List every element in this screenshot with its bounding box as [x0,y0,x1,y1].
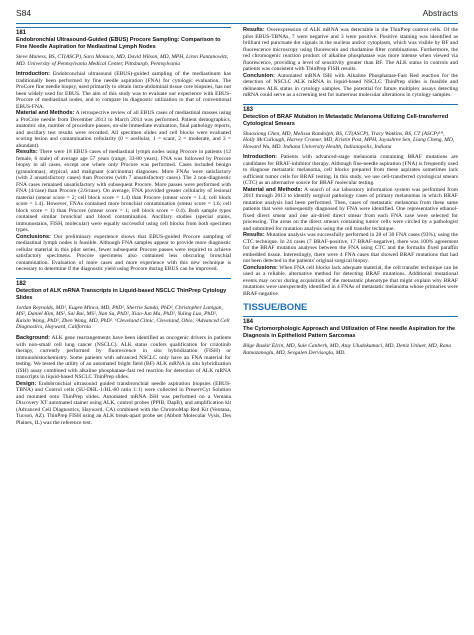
paragraph-label: Conclusion: [243,72,275,79]
paragraph-label: Conclusions: [16,233,51,240]
paragraph-text: A retrospective review of all EBUS cases of mediastinal masses using a ProCore needle from December 2013 to March 2014 was performed. Patient demographics, anatomic site, number of procedure passes, on-site immediate evaluation, final pathology reports, and ancillary test results were recorded. All specimen slides and cell blocks were evaluated scoring lesion and contamination cellularity (0 = acellular, 1 = scant, 2 = moderate, and 3 = abundant). [16,110,231,149]
abstract-paragraph [243,27,458,73]
paragraph-text: Endobronchial ultrasound (EBUS)-guided sampling of the mediastinum has traditionally been performed by fine needle aspiration (FNA) for cytologic evaluation. The ProCore fine needle biopsy, used primarily to obtain intra-abdominal tissue core biopsies, has not been widely used for EBUS. The aim of this study was to evaluate our experience with EBUS-Procore of mediastinal nodes, and to compare its diagnostic utilization to that of conventional EBUS-FNA. [16,71,231,110]
abstract-paragraph [16,110,231,149]
abstract-authors: Shaoxiong Chen, MD, Melissa Randolph, BS, CT(ASCP), Tracy Watkins, BS, CT (ASCP)¹ᴹ, Holly McCullough, Harvey Cramer, MD, Kristin Post, MPH, Jayashree Sen, Liang Cheng, MD, Howard Wu, MD. Indiana University Health, Indianapolis, Indiana [243,130,455,150]
abstract-authors: Steve Maness, BS, CT(ASCP), Sara Monaco, MD, David Wilson, MD, MPH, Liron Pantanowitz, MD. University of Pennsylvania Medical Center, Pittsburgh, Pennsylvania [16,54,229,67]
abstract-body [243,27,458,99]
paragraph-text: Patients with advanced-stage melanoma containing BRAF mutations are candidates for BRAF-inhibitor therapy. Although fine-needle aspiration (FNA) is frequently used to diagnose metastatic melanoma, cell blocks prepared from these aspirates sometimes lack sufficient tumor cells for BRAF testing. In this study, we use cell-transferred cytological smears (CTC) as an alternative source for BRAF molecular testing. [243,154,458,187]
abstract-182-continued [243,27,458,99]
abstract-authors: Bilge Baskir Elcin, MD, Sule Canberk, MD, Atay Uludokumaci, MD, Deniz Unluer, MD, Rana Ramazanoglu, MD, Sevgalen Dervisoglu, MD. [243,343,452,356]
paragraph-label: Conclusions: [243,264,278,271]
left-column [16,27,231,631]
abstract-184 [243,316,458,356]
abstract-number: 182 [16,278,231,287]
page-number: S84 [16,8,32,18]
abstract-183 [243,104,458,298]
paragraph-text: Automated mRNA ISH with Alkaline Phosphatase-Fast Red reaction for the detection of NSCLC ALK mRNA in liquid-based NSCLC ThinPrep slides is feasible and delineates ALK status in cytology samples. The potential for future multiplex assays detecting mRNA could serve as a screening test for numerous molecular alterations in cytology samples. [243,72,458,98]
paragraph-label: Design: [16,380,37,387]
abstract-body [16,71,231,273]
paragraph-text: Endobronchial ultrasound guided transbronchial needle aspiration biopsies (EBUS-TBNA) and Control cells (SU-DHL-1/HL-60 ratio 1:1) were collected in PreservCyt Solution and mounted onto ThinPrep slides. Automated mRNA ISH was performed on a Ventana Discovery XT automated stainer using ALK, control probes (PPIB, DapB), and amplification kit (Advanced Cell Diagnostics, Hayward, CA) combined with the ChromoMap Red Kit (Ventana, Tucson, AZ). ThinPrep FISH using an ALK break-apart probe set (Abbott Molecular Vysis, Des Plaines, IL) was the reference test. [16,380,231,426]
abstract-title: Detection of BRAF Mutation in Metastatic Melanoma Utilizing Cell-transferred Cytological Smears [243,113,449,127]
paragraph-text: A search of our laboratory information system was performed from 2011 through 2013 to identify surgical pathology cases of primary melanomas in which BRAF mutation analysis had been performed. Then, cases of metastatic melanoma from these same patients that were subsequently diagnosed by FNA were identified. One representative ethanol-fixed direct smear and one air-dried direct smear from each FNA case were selected for processing. The areas on the direct smears containing tumor cells were circled by a pathologist and submitted for mutation analysis using the cell transfer technique. [243,186,458,232]
paragraph-label: Introduction: [243,154,277,161]
paragraph-text: Mutation analysis was successfully performed in 28 of 30 FNA cases (93%), using the CTC technique. In 24 cases (7 BRAF-positive, 17 BRAF-negative), there was 100% agreement for the BRAF mutation analyses between the FNA using CTC and the formalin fixed paraffin embedded tissue. Interestingly, there were 4 FNA cases that showed BRAF mutations that had not been detected in the patients' original surgical biopsy. [243,232,458,265]
running-header [16,6,458,20]
abstract-paragraph [16,335,231,381]
abstract-paragraph [16,149,231,234]
abstract-paragraph [243,187,458,233]
abstract-number: 184 [243,316,458,325]
section-label: Abstracts [422,8,458,18]
abstract-number: 181 [16,27,231,36]
paragraph-text: Overexpression of ALK mRNA was detectable in the ThinPrep control cells. Of the pilot EBUS-TBNAs, 7 were negative and 3 were positive. Positive staining was identified as brilliant red punctuate dot signals in the nucleus and/or cytoplasm, which was visible by BF and fluorescence microscopy using fluorescein and rhodamine filter combinations. Furthermore, the red chromogenic reaction product of alkaline phosphatase was more intense when viewed via fluorescence, providing a level of sensitivity greater than BF. The ALK status in controls and patients was consistent with ThinPrep FISH results. [243,27,458,72]
abstract-paragraph [243,73,458,99]
paragraph-text: ALK gene rearrangements have been identified as oncogenic drivers in patients with non-small cell lung cancer (NSCLC). ALK status confers qualification for crizotinib therapy, currently performed by fluorescence in situ hybridization (FISH) or immunohistochemistry. Some patients with advanced NSCLC only have an FNA material for testing. We tested the utility of an automated bright field (BF) ALK mRNA in situ hybridization (ISH) assay combined with alkaline phosphatase-fast red reaction for detection of ALK mRNA transcripts in liquid-based NSCLC ThinPrep slides. [16,335,231,381]
abstract-paragraph [16,381,231,427]
header-rule [16,23,458,24]
paragraph-text: Our preliminary experience shows that EBUS-guided Procore sampling of mediastinal lymph nodes is feasible. Although FNA samples appear to provide more diagnostic cellular material in this pilot series, fewer subsequent Procore passes were required to achieve satisfactory specimens. Procore specimens also contained less obscuring bronchial contamination. Evaluation of more cases and more experience with this new technique is necessary to determine if the diagnostic yield using Procore during EBUS can be improved. [16,233,231,273]
section-heading: TISSUE/BONE [243,302,308,314]
paragraph-label: Background: [16,335,50,342]
paragraph-text: There were 18 EBUS cases of mediastinal lymph nodes using Procore in patients (12 female, 6 male) of average age 57 years (range, 33-80 years). FNA was followed by Procore biopsy in all cases, except one where only Procore was performed. Cases included benign (granulomas), atypical, and malignant (carcinoma) diagnoses. More FNAs were satisfactory (with 2 unsatisfactory cases) than Procores (with 7 unsatisfactory cases). The 2 non-diagnostic FNA cases remained unsatisfactory with subsequent Procore. More passes were performed with FNA (4/case) than Procore (2.6/case). On average, FNA provided greater cellularity of lesional material (smear score = 2; cell block score = 1.4) than Procore (smear score = 1.4; cell block score = 1.4). However, FNAs contained more bronchial contamination (smear score = 1.6; cell block score = 1) than Procore (smear score = 1; cell block score = 0.4). Both sample types contained similar bronchial and blood contamination. Ancillary studies (special stains, immunostains, FISH, molecular) were equally successful using cell blocks from both specimen types. [16,149,231,234]
abstract-title: The Cytomorphologic Approach and Utilization of Fine needle Aspiration for the Diagnosis in Epithelioid Pattern Sarcomas [243,326,456,340]
abstract-body [16,335,231,426]
abstract-paragraph [243,232,458,265]
paragraph-label: Material and Methods: [243,186,303,193]
paragraph-label: Material and Methods: [16,110,75,117]
abstract-authors: Jordan Reynolds, MD¹, Eugen Minca, MD, PhD², Sherrie Sanda, PhD², Christopher Lanigan, MS², Daniel Kim, MS², Sai Bai, MS², Nan Su, PhD², Xiao-Jun Ma, PhD², Yuling Luo, PhD², Kaixin Wang, PhD², Zhen Wang, MD, PhD². ¹Cleveland Clinic, Cleveland, Ohio; ²Advanced Cell Diagnostics, Hayward, California [16,304,230,331]
abstract-paragraph [16,234,231,273]
abstract-title: Detection of ALK mRNA Transcripts in Liquid-based NSCLC ThinPrep Cytology Slides [16,287,227,301]
paragraph-text: When FNA cell blocks lack adequate material, the cell transfer technique can be used as a reliable, alternative method for detecting BRAF mutations. Additional mutational events may occur during acquisition of the metastatic phenotype that might explain why BRAF mutations were unexpectedly identified in 4 FNAs of metastatic melanoma whose primaries were BRAF-negative. [243,264,458,297]
abstract-paragraph [16,71,231,110]
abstract-181 [16,27,231,273]
abstract-paragraph [243,154,458,187]
abstract-paragraph [243,265,458,298]
abstract-182 [16,278,231,426]
abstract-body [243,154,458,297]
abstract-title: Endobronchial Ultrasound-Guided (EBUS) Procore Sampling: Comparison to Fine Needle Aspiration for Mediastinal Lymph Nodes [16,37,221,50]
paragraph-label: Introduction: [16,71,50,78]
abstract-number: 183 [243,104,458,113]
paragraph-label: Results: [16,149,38,156]
paragraph-label: Results: [243,27,265,33]
paragraph-label: Results: [243,232,265,239]
right-column [243,27,458,631]
